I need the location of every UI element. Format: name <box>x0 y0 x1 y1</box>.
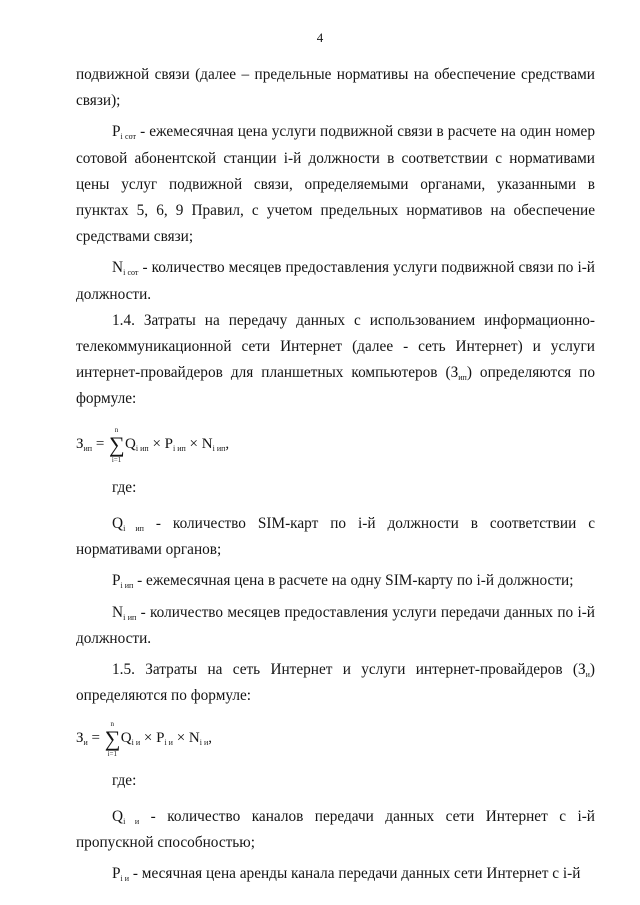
formula-lhs: З <box>76 730 84 747</box>
symbol-subscript: i ип <box>123 524 144 534</box>
term-q-subscript: i и <box>131 738 141 748</box>
definition-p-sot <box>76 119 595 250</box>
definition-text: - месячная цена аренды канала передачи данных сети Интернет с i-й <box>129 865 581 883</box>
section-1-5 <box>76 657 595 709</box>
document-body <box>76 62 595 887</box>
symbol-q: Q <box>112 807 124 825</box>
definition-n-sot <box>76 255 595 307</box>
equals-sign: = <box>95 435 105 452</box>
definition-text: - количество SIM-карт по i-й должности в соответствии с нормативами органов; <box>76 515 595 559</box>
term-q: Q <box>120 730 132 747</box>
times-sign: × <box>189 435 199 452</box>
formula-lhs-subscript: ип <box>83 443 93 453</box>
times-sign: × <box>152 435 161 452</box>
where-label: где: <box>112 771 137 789</box>
formula-comma: , <box>225 435 230 452</box>
term-n-subscript: i и <box>199 738 209 748</box>
symbol-subscript: i ип <box>120 581 134 591</box>
symbol-subscript: i сот <box>120 132 136 142</box>
sum-upper-limit: n <box>114 425 119 434</box>
section-1-4 <box>76 308 595 413</box>
formula-lhs: З <box>76 435 84 452</box>
section-text-tail: ) определяются по формуле: <box>76 364 595 408</box>
definition-p-i <box>76 861 595 887</box>
definition-n-ip <box>76 600 595 652</box>
symbol-n: N <box>112 603 124 621</box>
term-p-subscript: i и <box>164 738 173 748</box>
definition-q-i <box>76 804 595 856</box>
formula-internet-tablets <box>76 425 595 464</box>
symbol-subscript: ип <box>458 373 467 383</box>
sum-sign: ∑ n i=1 <box>109 425 125 464</box>
page-number: 4 <box>316 30 324 45</box>
symbol-p: P <box>112 865 121 883</box>
definition-text: - количество месяцев предоставления услуги передачи данных по i-й должности. <box>76 603 595 647</box>
definition-q-ip <box>76 511 595 563</box>
definition-text: - ежемесячная цена в расчете на одну SIM-карту по i-й должности; <box>133 572 574 590</box>
symbol-q: Q <box>112 515 124 533</box>
definition-text: - ежемесячная цена услуги подвижной связи в расчете на один номер сотовой абонентской станции i-й должности в соответствии с нормативами цены услуг подвижной связи, определяемыми органами, указанными в пунктах 5, 6, 9 Правил, с учетом предельных нормативов на обеспечение средствами связи; <box>76 123 595 246</box>
times-sign: × <box>176 730 186 747</box>
where-label: где: <box>112 478 137 496</box>
symbol-z: З <box>450 364 459 382</box>
symbol-p: P <box>112 572 121 590</box>
sum-lower-limit: i=1 <box>111 455 122 464</box>
paragraph-continuation: подвижной связи (далее – предельные нормативы на обеспечение средствами связи); <box>76 66 595 110</box>
term-n: N <box>188 730 200 747</box>
times-sign: × <box>143 730 153 747</box>
definition-text: - количество месяцев предоставления услуги подвижной связи по i-й должности. <box>76 259 595 303</box>
sum-upper-limit: n <box>110 720 115 729</box>
symbol-z: З <box>577 661 586 679</box>
term-p-subscript: i ип <box>173 443 186 453</box>
term-p: P <box>156 730 165 747</box>
symbol-subscript: i и <box>123 816 140 826</box>
symbol-subscript: i и <box>120 874 130 884</box>
symbol-subscript: i сот <box>123 268 139 278</box>
sum-lower-limit: i=1 <box>107 750 117 759</box>
term-p: P <box>164 435 173 452</box>
symbol-p: P <box>112 123 121 141</box>
symbol-subscript: i ип <box>123 612 137 622</box>
formula-lhs-subscript: и <box>83 738 88 748</box>
section-text: 1.5. Затраты на сеть Интернет и услуги интернет-провайдеров ( <box>112 661 578 679</box>
equals-sign: = <box>91 730 101 747</box>
term-n-subscript: i ип <box>212 443 226 453</box>
section-text: 1.4. Затраты на передачу данных с использованием информационно-телекоммуникационной сети Интернет (далее - сеть Интернет) и услуги интернет-провайдеров для планшетных компьютеров ( <box>76 311 595 382</box>
section-text-tail: ) определяются по формуле: <box>76 661 595 705</box>
term-q: Q <box>125 435 136 452</box>
term-n: N <box>201 435 213 452</box>
definition-text: - количество каналов передачи данных сети Интернет с i-й пропускной способностью; <box>76 807 595 852</box>
term-q-subscript: i ип <box>135 443 149 453</box>
formula-comma: , <box>208 730 213 747</box>
definition-p-ip <box>76 568 595 594</box>
sum-sign: ∑ n i=1 <box>104 720 121 759</box>
symbol-n: N <box>112 259 124 277</box>
formula-internet <box>76 720 595 759</box>
symbol-subscript: и <box>585 670 590 680</box>
